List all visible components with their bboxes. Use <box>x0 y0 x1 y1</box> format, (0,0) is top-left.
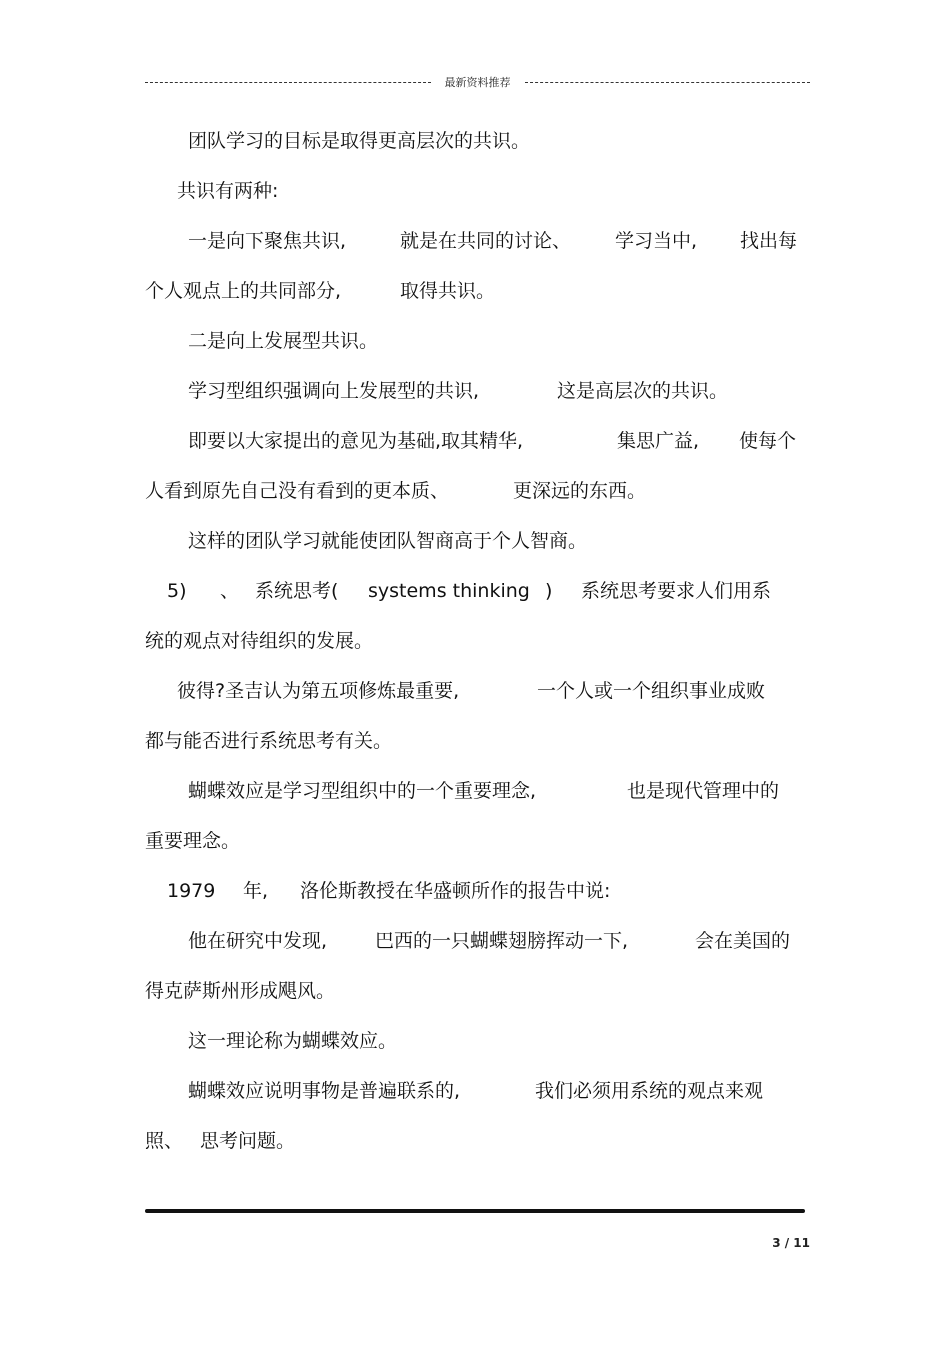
header-title: 最新资料推荐 <box>444 76 511 89</box>
page-header <box>145 72 810 92</box>
text-line-13-part-0: 蝴蝶效应是学习型组织中的一个重要理念, <box>188 780 537 802</box>
text-line-18-part-0: 这一理论称为蝴蝶效应。 <box>188 1030 398 1052</box>
text-line-19-part-1: 我们必须用系统的观点来观 <box>535 1080 764 1102</box>
text-line-20-part-0: 照、 <box>145 1130 184 1152</box>
text-line-9-part-3: systems thinking <box>368 580 530 602</box>
footer-rule <box>145 1209 805 1213</box>
text-line-8-part-0: 这样的团队学习就能使团队智商高于个人智商。 <box>188 530 588 552</box>
page-number: 3 / 11 <box>772 1236 810 1250</box>
text-line-16-part-2: 会在美国的 <box>695 930 791 952</box>
text-line-9-part-0: 5) <box>167 580 187 602</box>
header-dash-right <box>525 82 811 83</box>
text-line-5-part-1: 这是高层次的共识。 <box>557 380 729 402</box>
text-line-19-part-0: 蝴蝶效应说明事物是普遍联系的, <box>188 1080 461 1102</box>
text-line-2-part-0: 一是向下聚焦共识, <box>188 230 347 252</box>
text-line-14-part-0: 重要理念。 <box>145 830 241 852</box>
text-line-7-part-0: 人看到原先自己没有看到的更本质、 <box>145 480 450 502</box>
text-line-9-part-4: ) <box>545 580 553 602</box>
text-line-15-part-0: 1979 <box>167 880 216 902</box>
text-line-1-part-0: 共识有两种: <box>177 180 279 202</box>
text-line-11-part-1: 一个人或一个组织事业成败 <box>537 680 766 702</box>
text-line-5-part-0: 学习型组织强调向上发展型的共识, <box>188 380 480 402</box>
header-dash-left <box>145 82 431 83</box>
text-line-17-part-0: 得克萨斯州形成飓风。 <box>145 980 336 1002</box>
text-line-16-part-0: 他在研究中发现, <box>188 930 328 952</box>
text-line-20-part-1: 思考问题。 <box>200 1130 296 1152</box>
text-line-4-part-0: 二是向上发展型共识。 <box>188 330 379 352</box>
text-line-7-part-1: 更深远的东西。 <box>513 480 647 502</box>
text-line-2-part-2: 学习当中, <box>615 230 698 252</box>
text-line-6-part-2: 使每个 <box>739 430 797 452</box>
text-line-3-part-1: 取得共识。 <box>400 280 496 302</box>
text-line-9-part-1: 、 <box>220 580 240 602</box>
text-line-2-part-3: 找出每 <box>740 230 798 252</box>
text-line-15-part-2: 洛伦斯教授在华盛顿所作的报告中说: <box>300 880 611 902</box>
text-line-10-part-0: 统的观点对待组织的发展。 <box>145 630 374 652</box>
text-line-11-part-0: 彼得?圣吉认为第五项修炼最重要, <box>177 680 460 702</box>
text-line-0-part-0: 团队学习的目标是取得更高层次的共识。 <box>188 130 531 152</box>
text-line-13-part-1: 也是现代管理中的 <box>627 780 780 802</box>
text-line-2-part-1: 就是在共同的讨论、 <box>400 230 572 252</box>
text-line-3-part-0: 个人观点上的共同部分, <box>145 280 342 302</box>
text-line-9-part-2: 系统思考( <box>255 580 339 602</box>
text-line-6-part-0: 即要以大家提出的意见为基础,取其精华, <box>188 430 524 452</box>
text-line-16-part-1: 巴西的一只蝴蝶翅膀挥动一下, <box>375 930 629 952</box>
text-line-12-part-0: 都与能否进行系统思考有关。 <box>145 730 393 752</box>
text-line-6-part-1: 集思广益, <box>617 430 700 452</box>
text-line-15-part-1: 年, <box>243 880 269 902</box>
text-line-9-part-5: 系统思考要求人们用系 <box>581 580 772 602</box>
